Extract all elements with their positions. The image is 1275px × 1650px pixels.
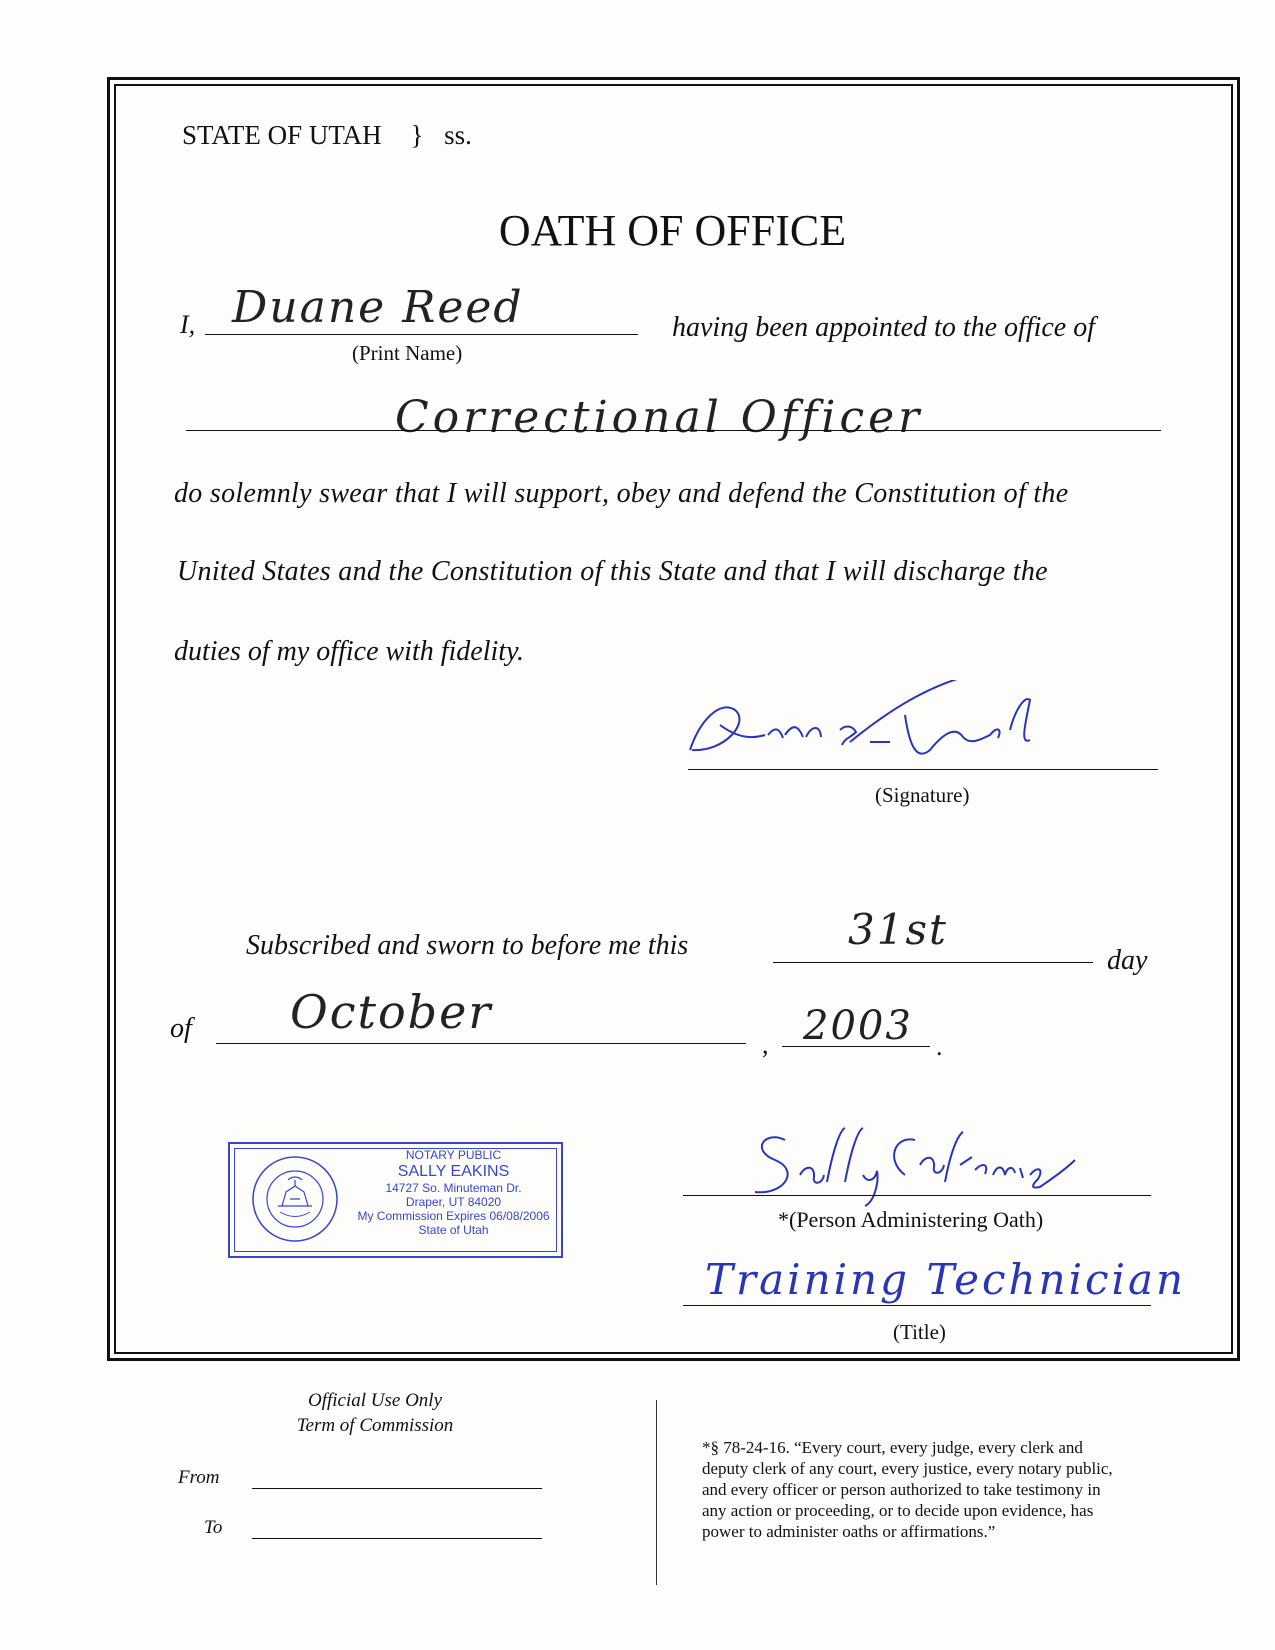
administrator-line xyxy=(683,1195,1151,1196)
from-field[interactable] xyxy=(252,1488,542,1489)
appointed-text: having been appointed to the office of xyxy=(672,312,1096,343)
state-name: STATE OF UTAH xyxy=(182,120,382,150)
statute-footnote xyxy=(702,1437,1113,1542)
day-line xyxy=(773,962,1093,963)
footnote-line-3: and every officer or person authorized to take testimony in xyxy=(702,1480,1101,1499)
oath-body-line-2: United States and the Constitution of this State and that I will discharge the xyxy=(177,556,1048,587)
notary-address-1: 14727 So. Minuteman Dr. xyxy=(385,1181,522,1195)
year-period: . xyxy=(936,1032,943,1061)
signature-caption: (Signature) xyxy=(875,783,970,807)
handwritten-day: 31st xyxy=(848,905,948,954)
title-line xyxy=(683,1305,1151,1306)
state-heading xyxy=(182,120,472,151)
footnote-line-4: any action or proceeding, or to decide upon evidence, has xyxy=(702,1501,1094,1520)
month-comma: , xyxy=(762,1030,769,1059)
oath-taker-signature xyxy=(680,680,1070,775)
administrator-signature xyxy=(745,1120,1105,1210)
notary-state: State of Utah xyxy=(418,1223,489,1237)
to-label: To xyxy=(204,1517,223,1538)
notary-commission: My Commission Expires 06/08/2006 xyxy=(357,1209,550,1223)
footer-divider xyxy=(656,1400,657,1585)
document-title: OATH OF OFFICE xyxy=(498,206,847,255)
print-name-line xyxy=(205,334,638,335)
footnote-line-5: power to administer oaths or affirmations.” xyxy=(702,1522,996,1541)
handwritten-title: Training Technician xyxy=(705,1255,1187,1304)
handwritten-name: Duane Reed xyxy=(232,282,524,333)
month-line xyxy=(216,1043,746,1044)
notary-address-2: Draper, UT 84020 xyxy=(405,1195,502,1209)
of-word: of xyxy=(170,1013,192,1044)
signature-line xyxy=(688,769,1158,770)
day-word: day xyxy=(1107,945,1148,976)
footnote-line-1: *§ 78-24-16. “Every court, every judge, every clerk and xyxy=(702,1438,1083,1457)
from-label: From xyxy=(178,1467,220,1488)
term-of-commission-label: Term of Commission xyxy=(296,1415,454,1436)
handwritten-month: October xyxy=(290,985,493,1039)
administrator-caption: *(Person Administering Oath) xyxy=(778,1207,1044,1232)
handwritten-office: Correctional Officer xyxy=(395,392,924,443)
ss-abbrev: ss. xyxy=(444,120,472,150)
to-field[interactable] xyxy=(252,1538,542,1539)
notary-stamp xyxy=(228,1142,563,1258)
subscribed-text: Subscribed and sworn to before me this xyxy=(246,930,689,961)
oath-body-line-1: do solemnly swear that I will support, obey and defend the Constitution of the xyxy=(174,478,1069,509)
year-line xyxy=(782,1046,930,1047)
title-caption: (Title) xyxy=(893,1320,946,1344)
notary-name: SALLY EAKINS xyxy=(397,1163,510,1180)
official-use-heading xyxy=(270,1388,480,1438)
footnote-line-2: deputy clerk of any court, every justice, every notary public, xyxy=(702,1459,1113,1478)
oath-body-line-3: duties of my office with fidelity. xyxy=(174,636,524,667)
state-seal-icon xyxy=(250,1154,340,1244)
print-name-caption: (Print Name) xyxy=(352,341,463,365)
official-use-label: Official Use Only xyxy=(307,1390,443,1411)
notary-public-label: NOTARY PUBLIC xyxy=(405,1148,502,1162)
office-line xyxy=(186,430,1161,431)
i-prefix: I, xyxy=(180,310,196,339)
brace: } xyxy=(410,120,424,150)
handwritten-year: 2003 xyxy=(803,1003,913,1049)
